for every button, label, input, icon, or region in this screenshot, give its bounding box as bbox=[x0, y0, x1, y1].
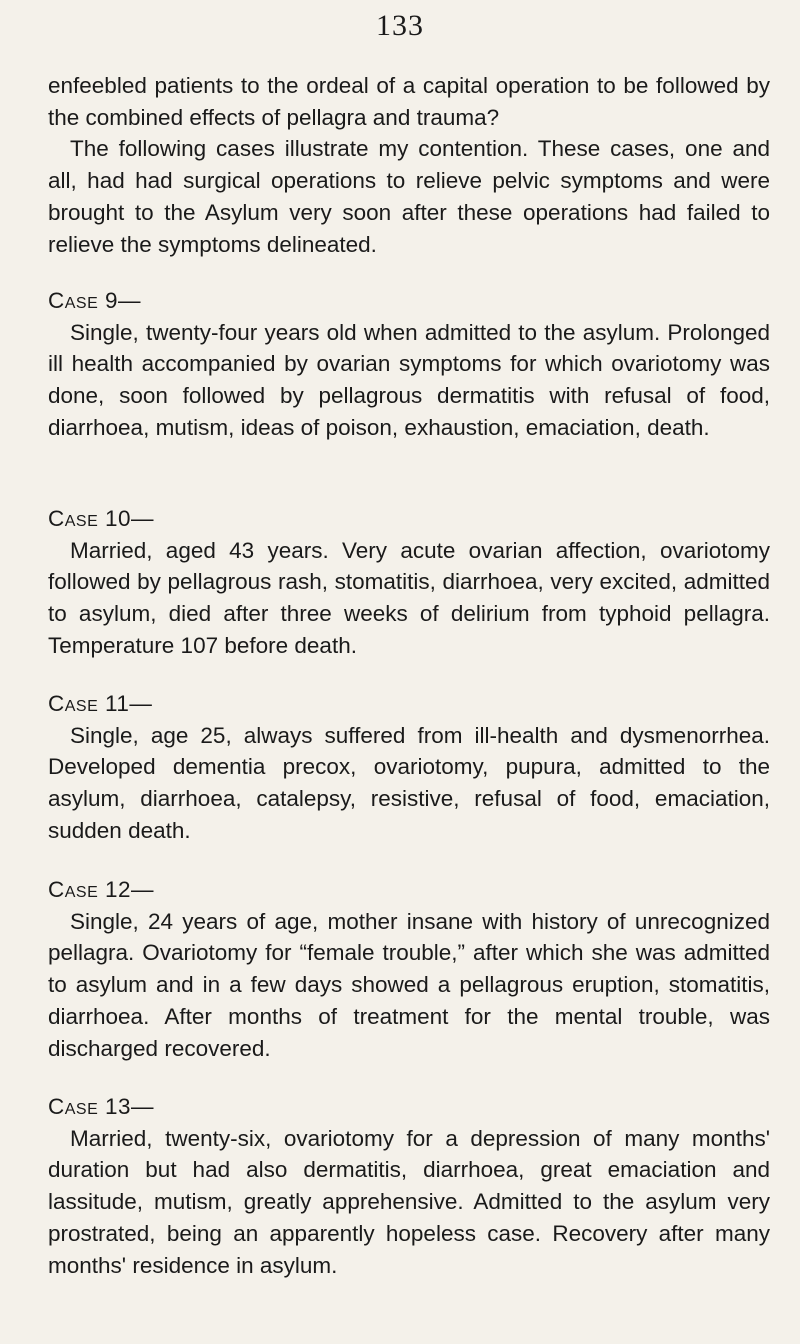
case-text: Married, aged 43 years. Very acute ovarian affection, ovariotomy followed by pellagrous rash, stomatitis, diarrhoea, very excited, admitted to asylum, died after three weeks of delirium from typhoid pellagra. Temperature 107 before death. bbox=[48, 537, 770, 658]
case-12-section bbox=[48, 874, 770, 1064]
page-number: 133 bbox=[376, 9, 424, 42]
intro-paragraph: The following cases illustrate my contention. These cases, one and all, had had surgical operations to relieve pelvic symptoms and were brought to the Asylum very soon after these operations had failed to relieve the symptoms delineated. bbox=[48, 136, 770, 257]
case-10-section bbox=[48, 503, 770, 662]
case-text: Single, age 25, always suffered from ill-health and dysmenorrhea. Developed dementia precox, ovariotomy, pupura, admitted to the asylum, diarrhoea, catalepsy, resistive, refusal of food, emaciation, sudden death. bbox=[48, 722, 770, 843]
case-heading: Case 12— bbox=[48, 877, 155, 902]
case-13-section bbox=[48, 1091, 770, 1281]
intro-section bbox=[48, 70, 770, 260]
case-heading: Case 11— bbox=[48, 691, 153, 716]
case-heading: Case 13— bbox=[48, 1094, 155, 1119]
case-11-section bbox=[48, 688, 770, 847]
case-text: Single, twenty-four years old when admitted to the asylum. Prolonged ill health accompanied by ovarian symptoms for which ovariotomy was done, soon followed by pellagrous dermatitis with refusal of food, diarrhoea, mutism, ideas of poison, exhaustion, emaciation, death. bbox=[48, 319, 770, 440]
case-text: Married, twenty-six, ovariotomy for a depression of many months' duration but had also dermatitis, diarrhoea, great emaciation and lassitude, mutism, greatly apprehensive. Admitted to the asylum very prostrated, being an apparently hopeless case. Recovery after many months' residence in asylum. bbox=[48, 1125, 770, 1278]
case-text: Single, 24 years of age, mother insane with history of unrecognized pellagra. Ovariotomy for “female trouble,” after which she was admitted to asylum and in a few days showed a pellagrous eruption, stomatitis, diarrhoea. After months of treatment for the mental trouble, was discharged recovered. bbox=[48, 908, 770, 1061]
intro-paragraph-continued: enfeebled patients to the ordeal of a capital operation to be followed by the combined effects of pellagra and trauma? bbox=[48, 73, 770, 130]
case-9-section bbox=[48, 285, 770, 444]
case-heading: Case 9— bbox=[48, 288, 142, 313]
case-heading: Case 10— bbox=[48, 506, 155, 531]
